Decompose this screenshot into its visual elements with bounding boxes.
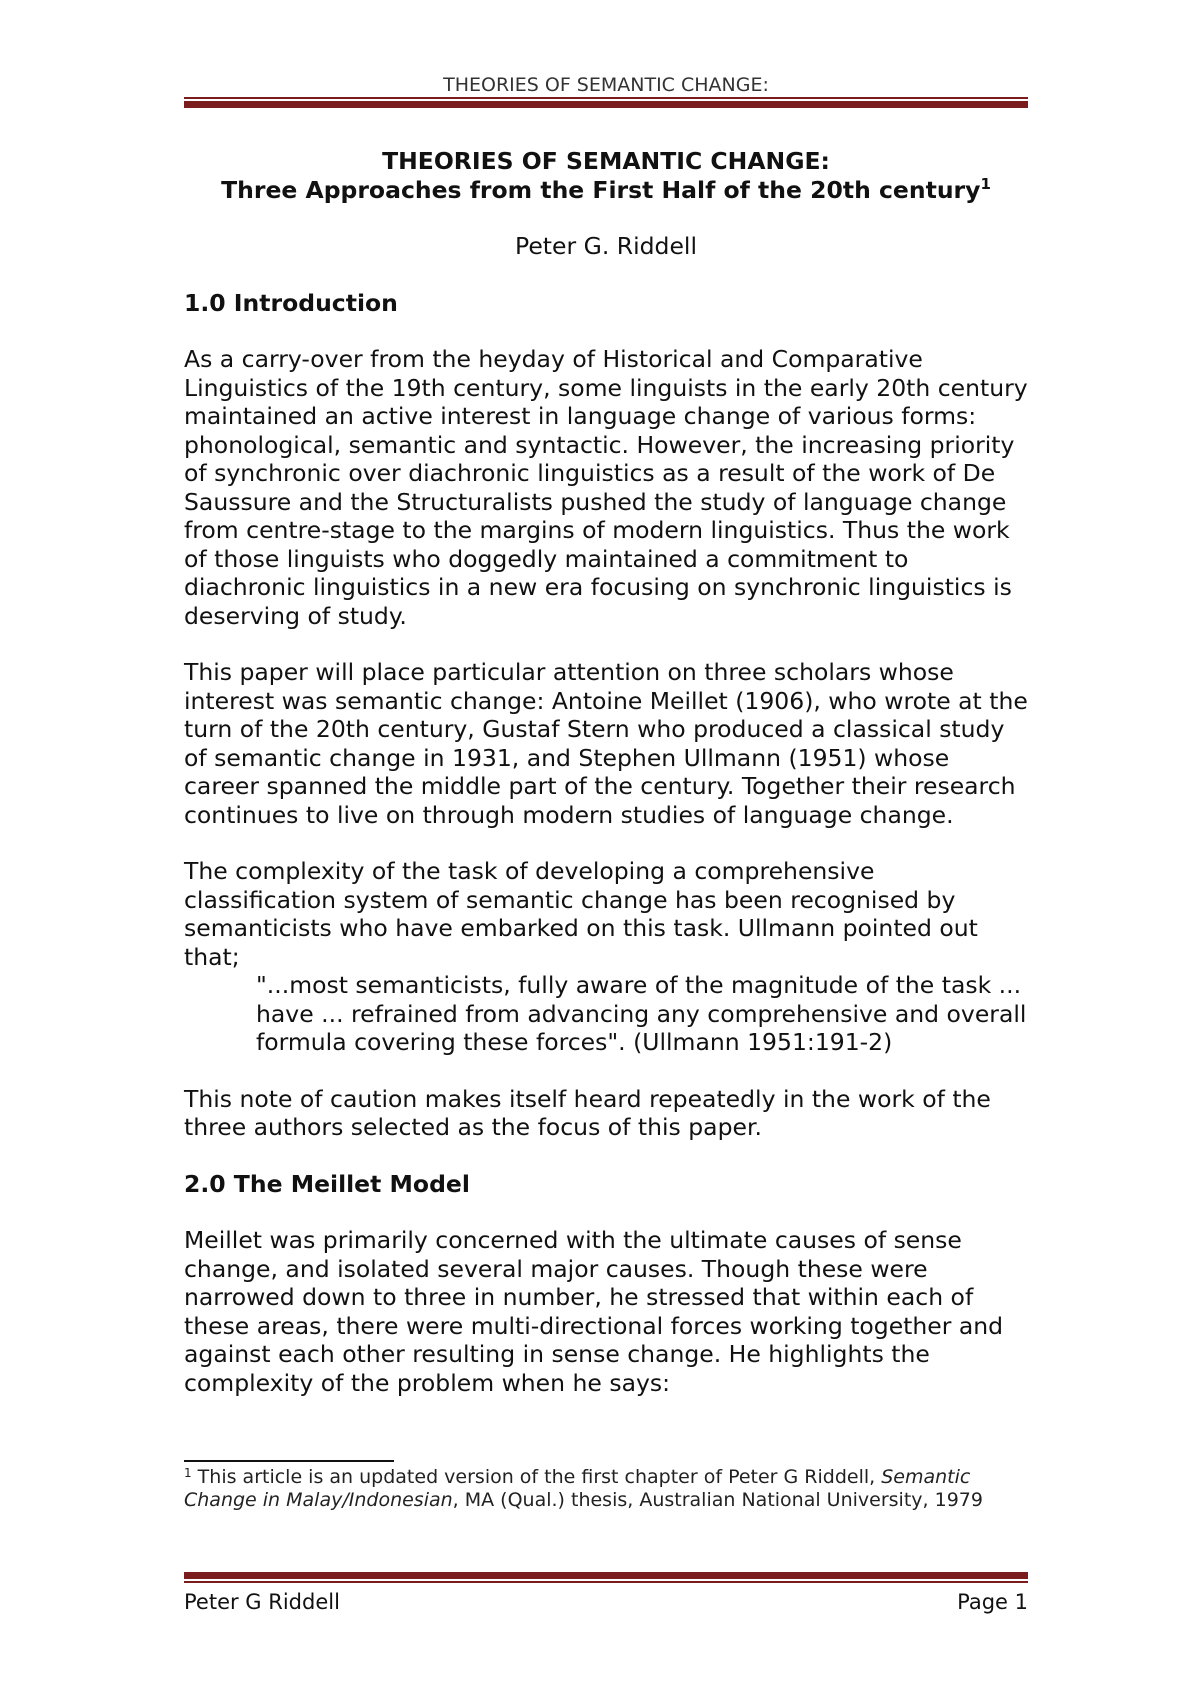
- author-name: Peter G. Riddell: [515, 232, 697, 260]
- body-text: [184, 147, 1028, 1397]
- footnote-title-italic: Semantic Change in Malay/Indonesian: [184, 1466, 971, 1511]
- header-rule-thin: [184, 97, 1028, 99]
- block-quote: "...most semanticists, fully aware of the magnitude of the task ... have ... refrained from advancing any comprehensive and overall formula covering these forces". (Ullmann 1951:191-2): [256, 971, 1027, 1056]
- paragraph: This paper will place particular attention on three scholars whose interest was semantic change: Antoine Meillet (1906), who wrote at the turn of the 20th century, Gustaf Stern who produced a classical study of semantic change in 1931, and Stephen Ullmann (1951) whose career spanned the middle part of the century. Together their research continues to live on through modern studies of language change.: [184, 658, 1028, 829]
- title-line-2: [184, 176, 1028, 205]
- paragraph: The complexity of the task of developing a comprehensive classification system of semantic change has been recognised by semanticists who have embarked on this task. Ullmann pointed out that;: [184, 857, 978, 971]
- footer-page-number: Page 1: [957, 1590, 1028, 1614]
- footnote-reference[interactable]: 1: [980, 174, 991, 193]
- paragraph: This note of caution makes itself heard repeatedly in the work of the three authors selected as the focus of this paper.: [184, 1084, 991, 1141]
- section-heading-meillet-model: 2.0 The Meillet Model: [184, 1169, 470, 1198]
- footnote-marker: 1: [184, 1466, 192, 1480]
- footer-rule-thick: [184, 1572, 1028, 1579]
- footnote: [184, 1466, 1028, 1512]
- paragraph: Meillet was primarily concerned with the ultimate causes of sense change, and isolated several major causes. Though these were narrowed down to three in number, he stressed that within each of these areas, there were multi-directional forces working together and against each other resulting in sense change. He highlights the complexity of the problem when he says:: [184, 1226, 1004, 1397]
- footer-author: Peter G Riddell: [184, 1590, 340, 1614]
- footnote-text-after: , MA (Qual.) thesis, Australian National University, 1979: [452, 1489, 983, 1511]
- paragraph: As a carry-over from the heyday of Historical and Comparative Linguistics of the 19th century, some linguists in the early 20th century maintained an active interest in language change of various forms: phonological, semantic and syntactic. However, the increasing priority of synchronic over diachronic linguistics as a result of the work of De Saussure and the Structuralists pushed the study of language change from centre-stage to the margins of modern linguistics. Thus the work of those linguists who doggedly maintained a commitment to diachronic linguistics in a new era focusing on synchronic linguistics is deserving of study.: [184, 345, 1028, 630]
- footnote-separator: [184, 1460, 394, 1462]
- title-line-1: THEORIES OF SEMANTIC CHANGE:: [382, 147, 830, 175]
- header-rule-thick: [184, 101, 1028, 108]
- section-heading-introduction: 1.0 Introduction: [184, 288, 398, 317]
- running-head: THEORIES OF SEMANTIC CHANGE:: [443, 74, 769, 96]
- footer-rule-thin: [184, 1581, 1028, 1583]
- title-line-2-text: Three Approaches from the First Half of the 20th century: [221, 175, 981, 204]
- footnote-text: This article is an updated version of the first chapter of Peter G Riddell,: [191, 1466, 882, 1488]
